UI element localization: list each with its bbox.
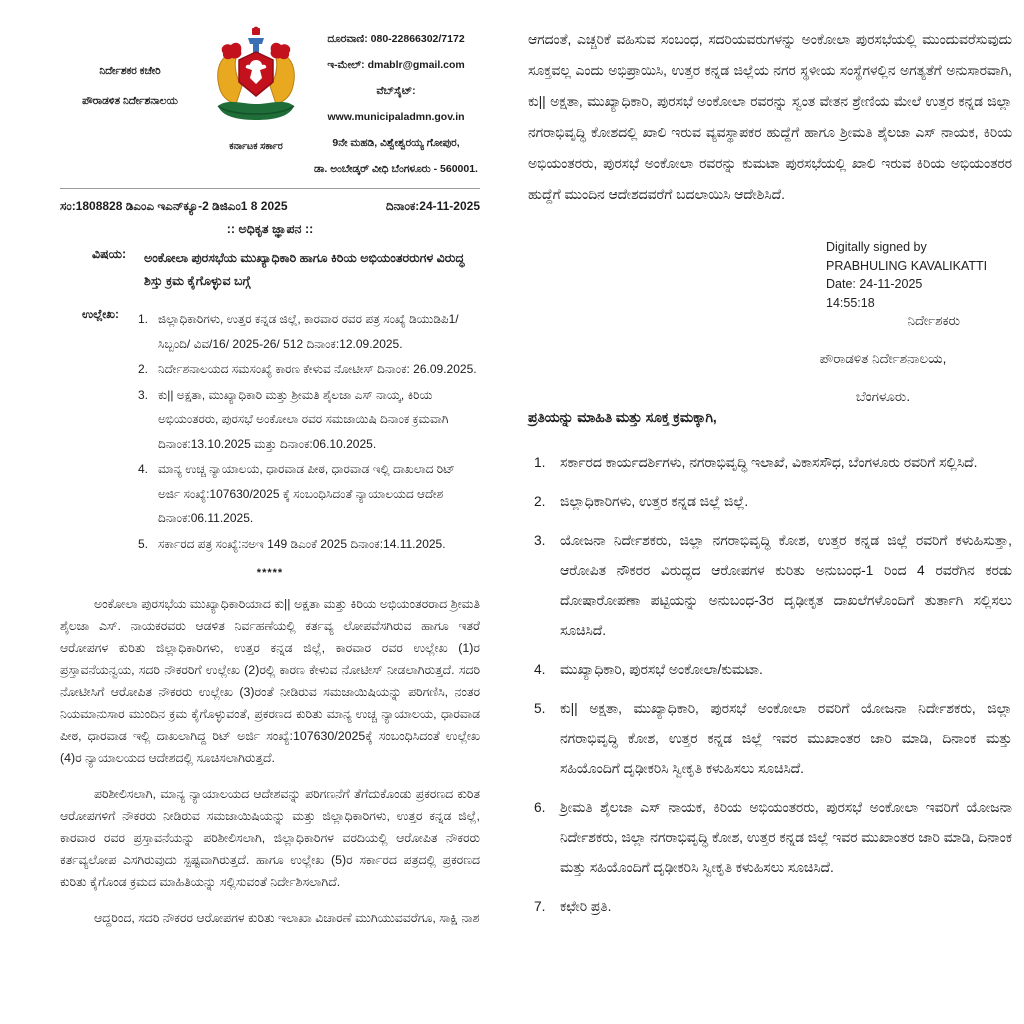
letterhead-divider — [60, 188, 480, 189]
reference-item-text: ಮಾನ್ಯ ಉಚ್ಚ ನ್ಯಾಯಾಲಯ, ಧಾರವಾಡ ಪೀಠ, ಧಾರವಾಡ ಇಲ್ಲಿ ದಾಖಲಾದ ರಿಟ್ ಅರ್ಜಿ ಸಂಖ್ಯೆ:107630/2025 ಕ್ಕೆ ಸಂಬಂಧಿಸಿದಂತೆ ನ್ಯಾಯಾಲಯದ ಆದೇಶ ದಿನಾಂಕ:06.11.2025. — [158, 462, 455, 525]
karnataka-emblem — [201, 18, 311, 152]
office-name — [60, 18, 200, 116]
copies-list — [528, 448, 1012, 922]
signatory-title: ನಿರ್ದೇಶಕರು — [907, 313, 960, 328]
reference-item — [138, 532, 480, 557]
signatory-city: ಬೆಂಗಳೂರು. — [855, 389, 911, 404]
copy-item — [528, 526, 1012, 646]
document-page-2 — [528, 0, 1012, 931]
digital-signature-line-3: Date: 24-11-2025 — [826, 277, 923, 291]
reference-date: ದಿನಾಂಕ:24-11-2025 — [385, 199, 480, 213]
reference-item-number: 1. — [138, 312, 149, 326]
office-line-2: ಪೌರಾಡಳಿತ ನಿರ್ದೇಶನಾಲಯ — [82, 95, 178, 107]
copy-item-text: ಕು|| ಅಕ್ಷತಾ, ಮುಖ್ಯಾಧಿಕಾರಿ, ಪುರಸಭೆ ಅಂಕೋಲಾ ರವರಿಗೆ ಯೋಜನಾ ನಿರ್ದೇಶಕರು, ಜಿಲ್ಲಾ ನಗರಾಭಿವೃದ್ಧಿ ಕೋಶ, ಉತ್ತರ ಕನ್ನಡ ಜಿಲ್ಲೆ ಇವರ ಮುಖಾಂತರ ಜಾರಿ ಮಾಡಿ, ದಿನಾಂಕ ಮತ್ತು ಸಹಿಯೊಂದಿಗೆ ದೃಢೀಕರಿಸಿ ಸ್ವೀಕೃತಿ ಕಳುಹಿಸಲು ಸೂಚಿಸಿದೆ. — [560, 701, 1012, 776]
copy-item-number: 6. — [534, 800, 546, 815]
reference-item — [138, 383, 480, 457]
contact-website: ವೆಬ್‌ಸೈಟ್: www.municipaladmn.gov.in — [327, 85, 465, 123]
digital-signature-line-2: PRABHULING KAVALIKATTI — [826, 258, 988, 273]
body-paragraph-2: ಪರಿಶೀಲಿಸಲಾಗಿ, ಮಾನ್ಯ ನ್ಯಾಯಾಲಯದ ಆದೇಶವನ್ನು ಪರಿಗಣನೆಗೆ ತೆಗೆದುಕೊಂಡು ಪ್ರಕರಣದ ಕುರಿತ ಆರೋಪಗಳಿಗೆ ನೌಕರರು ನೀಡಿರುವ ಸಮಜಾಯಿಷಿಯನ್ನು ಮತ್ತು ಜಿಲ್ಲಾಧಿಕಾರಿಗಳು, ಉತ್ತರ ಕನ್ನಡ ಜಿಲ್ಲೆ, ಕಾರವಾರ ರವರ ಪ್ರಸ್ತಾವನೆಯನ್ನು ಪರಿಶೀಲಿಸಲಾಗಿ, ಜಿಲ್ಲಾಧಿಕಾರಿಗಳ ವರದಿಯಲ್ಲಿ ಆರೋಪಿತ ನೌಕರರು ಕರ್ತವ್ಯಲೋಪ ಎಸಗಿರುವುದು ಸ್ಪಷ್ಟವಾಗಿರುತ್ತದೆ. ಹಾಗೂ ಉಲ್ಲೇಖ (5)ರ ಸರ್ಕಾರದ ಪತ್ರದಲ್ಲಿ ಪ್ರಕರಣದ ಕುರಿತು ಕೈಗೊಂಡ ಕ್ರಮದ ಮಾಹಿತಿಯನ್ನು ಸಲ್ಲಿಸುವಂತೆ ನಿರ್ದೇಶಿಸಲಾಗಿದೆ. — [60, 787, 480, 889]
copy-item — [528, 655, 1012, 685]
contact-phone: ದೂರವಾಣಿ: 080-22866302/7172 — [327, 33, 465, 45]
signatory-org: ಪೌರಾಡಳಿತ ನಿರ್ದೇಶನಾಲಯ, — [819, 351, 947, 366]
reference-item-text: ಸರ್ಕಾರದ ಪತ್ರ ಸಂಖ್ಯೆ:ನಅಇ 149 ಡಿಎಂಕೆ 2025 ದಿನಾಂಕ:14.11.2025. — [158, 536, 446, 551]
contact-email: ಇ-ಮೇಲ್: dmablr@gmail.com — [327, 59, 465, 71]
references-label: ಉಲ್ಲೇಖ: — [82, 307, 119, 321]
digital-signature — [826, 238, 1012, 312]
copy-item-number: 2. — [534, 494, 546, 509]
copy-item-number: 4. — [534, 662, 546, 677]
reference-item-text: ಕು|| ಅಕ್ಷತಾ, ಮುಖ್ಯಾಧಿಕಾರಿ ಮತ್ತು ಶ್ರೀಮತಿ ಶೈಲಜಾ ಎಸ್ ನಾಯ್ಕ, ಕಿರಿಯ ಅಭಿಯಂತರರು, ಪುರಸಭೆ ಅಂಕೋಲಾ ರವರ ಸಮಜಾಯಿಷಿ ದಿನಾಂಕ ಕ್ರಮವಾಗಿ ದಿನಾಂಕ:13.10.2025 ಮತ್ತು ದಿನಾಂಕ:06.10.2025. — [158, 387, 449, 451]
karnataka-emblem-icon — [206, 26, 306, 138]
reference-item-text: ಜಿಲ್ಲಾಧಿಕಾರಿಗಳು, ಉತ್ತರ ಕನ್ನಡ ಜಿಲ್ಲೆ, ಕಾರವಾರ ರವರ ಪತ್ರ ಸಂಖ್ಯೆ ಡಿಯುಡಿಪಿ1/ ಸಿಬ್ಬಂದಿ/ ವಿವ/16/ 2025-26/ 512 ದಿನಾಂಕ:12.09.2025. — [158, 312, 459, 351]
copy-item-number: 1. — [534, 455, 546, 470]
body-paragraph-1: ಅಂಕೋಲಾ ಪುರಸಭೆಯ ಮುಖ್ಯಾಧಿಕಾರಿಯಾದ ಕು|| ಅಕ್ಷತಾ ಮತ್ತು ಕಿರಿಯ ಅಭಿಯಂತರರಾದ ಶ್ರೀಮತಿ ಶೈಲಜಾ ಎಸ್. ನಾಯಕರವರು ಆಡಳಿತ ನಿರ್ವಹಣೆಯಲ್ಲಿ ಕರ್ತವ್ಯ ಲೋಪವೆಸಗಿರುವ ಹಾಗೂ ಇತರೆ ಆರೋಪಗಳ ಕುರಿತು ಜಿಲ್ಲಾಧಿಕಾರಿಗಳು, ಉತ್ತರ ಕನ್ನಡ ಜಿಲ್ಲೆ, ಕಾರವಾರ ರವರ ಉಲ್ಲೇಖ (1)ರ ಪ್ರಸ್ತಾವನೆಯನ್ವಯ, ಸದರಿ ನೌಕರರಿಗೆ ಉಲ್ಲೇಖ (2)ರಲ್ಲಿ ಕಾರಣ ಕೇಳುವ ನೋಟೀಸ್ ನೀಡಲಾಗಿರುತ್ತದೆ. ಸದರಿ ನೋಟೀಸಿಗೆ ಆರೋಪಿತ ನೌಕರರು ಉಲ್ಲೇಖ (3)ರಂತೆ ನೀಡಿರುವ ಸಮಜಾಯಿಷಿಯನ್ನು ಪರಿಗಣಿಸಿ, ನಂತರ ನಿಯಮಾನುಸಾರ ಮುಂದಿನ ಕ್ರಮ ಕೈಗೊಳ್ಳುವಂತೆ, ಪ್ರಕರಣದ ಕುರಿತು ಮಾನ್ಯ ಉಚ್ಚ ನ್ಯಾಯಾಲಯ, ಧಾರವಾಡ ಪೀಠ, ಧಾರವಾಡ ಇಲ್ಲಿ ದಾಖಲಾಗಿದ್ದ ರಿಟ್ ಅರ್ಜಿ ಸಂಖ್ಯೆ:107630/2025ಕ್ಕೆ ಸಂಬಂಧಿಸಿದಂತೆ ಉಲ್ಲೇಖ (4)ರ ನ್ಯಾಯಾಲಯದ ಆದೇಶದಲ್ಲಿ ಸೂಚಿಸಲಾಗಿರುತ್ತದೆ. — [60, 597, 480, 765]
reference-item-text: ನಿರ್ದೇಶನಾಲಯದ ಸಮಸಂಖ್ಯೆ ಕಾರಣ ಕೇಳುವ ನೋಟೀಸ್ ದಿನಾಂಕ: 26.09.2025. — [158, 362, 477, 376]
copy-item-number: 7. — [534, 899, 546, 914]
document-page-1 — [60, 0, 480, 929]
copy-item — [528, 448, 1012, 478]
reference-item-number: 4. — [138, 462, 149, 476]
document-title: :: ಅಧಿಕೃತ ಜ್ಞಾಪನ :: — [226, 222, 314, 236]
copy-item-text: ಶ್ರೀಮತಿ ಶೈಲಜಾ ಎಸ್ ನಾಯಕ, ಕಿರಿಯ ಅಭಿಯಂತರರು, ಪುರಸಭೆ ಅಂಕೋಲಾ ಇವರಿಗೆ ಯೋಜನಾ ನಿರ್ದೇಶಕರು, ಜಿಲ್ಲಾ ನಗರಾಭಿವೃದ್ಧಿ ಕೋಶ, ಉತ್ತರ ಕನ್ನಡ ಜಿಲ್ಲೆ ಇವರ ಮುಖಾಂತರ ಜಾರಿ ಮಾಡಿ, ದಿನಾಂಕ ಮತ್ತು ಸಹಿಯೊಂದಿಗೆ ದೃಢೀಕರಿಸಿ ಸ್ವೀಕೃತಿ ಕಳುಹಿಸಲು ಸೂಚಿಸಿದೆ. — [560, 800, 1012, 875]
reference-number: ಸಂ:1808828 ಡಿಎಂಎ ಇಎನ್‌ಕ್ಯೂ-2 ಡಿಜಿಎಂ1 8 2025 — [60, 199, 288, 213]
reference-item-number: 2. — [138, 362, 149, 376]
copy-item — [528, 892, 1012, 922]
signature-area — [528, 210, 1012, 408]
copy-item-text: ಕಛೇರಿ ಪ್ರತಿ. — [560, 899, 612, 914]
signatory-block — [778, 302, 988, 416]
reference-item — [138, 457, 480, 531]
subject-text: ಅಂಕೋಲಾ ಪುರಸಭೆಯ ಮುಖ್ಯಾಧಿಕಾರಿ ಹಾಗೂ ಕಿರಿಯ ಅಭಿಯಂತರರುಗಳ ವಿರುದ್ಧ ಶಿಸ್ತು ಕ್ರಮ ಕೈಗೊಳ್ಳುವ ಬಗ್ಗೆ — [144, 251, 465, 288]
references-list — [138, 307, 480, 557]
digital-signature-line-1: Digitally signed by — [826, 240, 927, 254]
reference-item-number: 5. — [138, 536, 149, 551]
contact-address-2: ಡಾ. ಅಂಬೇಡ್ಕರ್ ವೀಧಿ ಬೆಂಗಳೂರು - 560001. — [314, 163, 478, 175]
copies-heading: ಪ್ರತಿಯನ್ನು ಮಾಹಿತಿ ಮತ್ತು ಸೂಕ್ತ ಕ್ರಮಕ್ಕಾಗಿ, — [528, 410, 717, 425]
copy-item — [528, 487, 1012, 517]
copy-item-text: ಮುಖ್ಯಾಧಿಕಾರಿ, ಪುರಸಭೆ ಅಂಕೋಲಾ/ಕುಮಟಾ. — [560, 662, 763, 677]
continuation-paragraph: ಆಗದಂತೆ, ಎಚ್ಚರಿಕೆ ವಹಿಸುವ ಸಂಬಂಧ, ಸದರಿಯವರುಗಳನ್ನು ಅಂಕೋಲಾ ಪುರಸಭೆಯಲ್ಲಿ ಮುಂದುವರೆಸುವುದು ಸೂಕ್ತವಲ್ಲ ಎಂದು ಅಭಿಪ್ರಾಯಿಸಿ, ಉತ್ತರ ಕನ್ನಡ ಜಿಲ್ಲೆಯ ನಗರ ಸ್ಥಳೀಯ ಸಂಸ್ಥೆಗಳಲ್ಲಿನ ಅಗತ್ಯತೆಗೆ ಅನುಸಾರವಾಗಿ, ಕು|| ಅಕ್ಷತಾ, ಮುಖ್ಯಾಧಿಕಾರಿ, ಪುರಸಭೆ ಅಂಕೋಲಾ ರವರನ್ನು ಸ್ವಂತ ವೇತನ ಶ್ರೇಣಿಯ ಮೇಲೆ ಉತ್ತರ ಕನ್ನಡ ಜಿಲ್ಲಾ ನಗರಾಭಿವೃದ್ಧಿ ಕೋಶದಲ್ಲಿ ಖಾಲಿ ಇರುವ ವ್ಯವಸ್ಥಾಪಕರ ಹುದ್ದೆಗೆ ಹಾಗೂ ಶ್ರೀಮತಿ ಶೈಲಜಾ ಎಸ್ ನಾಯಕ, ಕಿರಿಯ ಅಭಿಯಂತರರು, ಪುರಸಭೆ ಅಂಕೋಲಾ ರವರನ್ನು ಕುಮಟಾ ಪುರಸಭೆಯಲ್ಲಿ ಖಾಲಿ ಇರುವ ಕಿರಿಯ ಅಭಿಯಂತರರ ಹುದ್ದೆಗೆ ಮುಂದಿನ ಆದೇಶದವರೆಗೆ ಬದಲಾಯಿಸಿ ಆದೇಶಿಸಿದೆ. — [528, 32, 1012, 202]
copy-item-number: 5. — [534, 701, 546, 716]
separator-stars: ***** — [256, 567, 284, 579]
reference-item-number: 3. — [138, 387, 149, 402]
copy-item — [528, 694, 1012, 784]
subject-row — [60, 247, 480, 293]
office-line-1: ನಿರ್ದೇಶಕರ ಕಚೇರಿ — [99, 65, 161, 77]
emblem-caption: ಕರ್ನಾಟಕ ಸರ್ಕಾರ — [229, 141, 283, 152]
reference-item — [138, 357, 480, 382]
references-section — [60, 307, 480, 557]
copy-item-text: ಸರ್ಕಾರದ ಕಾರ್ಯದರ್ಶಿಗಳು, ನಗರಾಭಿವೃದ್ಧಿ ಇಲಾಖೆ, ವಿಕಾಸಸೌಧ, ಬೆಂಗಳೂರು ರವರಿಗೆ ಸಲ್ಲಿಸಿದೆ. — [560, 455, 978, 470]
reference-row — [60, 199, 480, 214]
copy-item-text: ಜಿಲ್ಲಾಧಿಕಾರಿಗಳು, ಉತ್ತರ ಕನ್ನಡ ಜಿಲ್ಲೆ ಜಿಲ್ಲೆ. — [560, 494, 749, 509]
digital-signature-line-4: 14:55:18 — [826, 295, 875, 310]
copy-item-text: ಯೋಜನಾ ನಿರ್ದೇಶಕರು, ಜಿಲ್ಲಾ ನಗರಾಭಿವೃದ್ಧಿ ಕೋಶ, ಉತ್ತರ ಕನ್ನಡ ಜಿಲ್ಲೆ ರವರಿಗೆ ಕಳುಹಿಸುತ್ತಾ, ಆರೋಪಿತ ನೌಕರರ ವಿರುದ್ಧದ ಆರೋಪಗಳ ಕುರಿತು ಅನುಬಂಧ-1 ರಿಂದ 4 ರವರೆಗಿನ ಕರಡು ದೋಷಾರೋಪಣಾ ಪಟ್ಟಿಯನ್ನು ಅನುಬಂಧ-3ರ ದೃಢೀಕೃತ ದಾಖಲೆಗಳೊಂದಿಗೆ ತುರ್ತಾಗಿ ಸಲ್ಲಿಸಲು ಸೂಚಿಸಿದೆ. — [560, 533, 1012, 638]
contact-address-1: 9ನೇ ಮಹಡಿ, ವಿಶ್ವೇಶ್ವರಯ್ಯ ಗೋಪುರ, — [332, 137, 460, 149]
copy-item-number: 3. — [534, 533, 546, 548]
letterhead — [60, 18, 480, 182]
contact-block — [312, 18, 480, 182]
copy-item — [528, 793, 1012, 883]
body-paragraph-3: ಆದ್ದರಿಂದ, ಸದರಿ ನೌಕರರ ಆರೋಪಗಳ ಕುರಿತು ಇಲಾಖಾ ವಿಚಾರಣೆ ಮುಗಿಯುವವರೆಗೂ, ಸಾಕ್ಷಿ ನಾಶ — [94, 911, 480, 925]
reference-item — [138, 307, 480, 356]
subject-label: ವಿಷಯ: — [92, 247, 127, 261]
